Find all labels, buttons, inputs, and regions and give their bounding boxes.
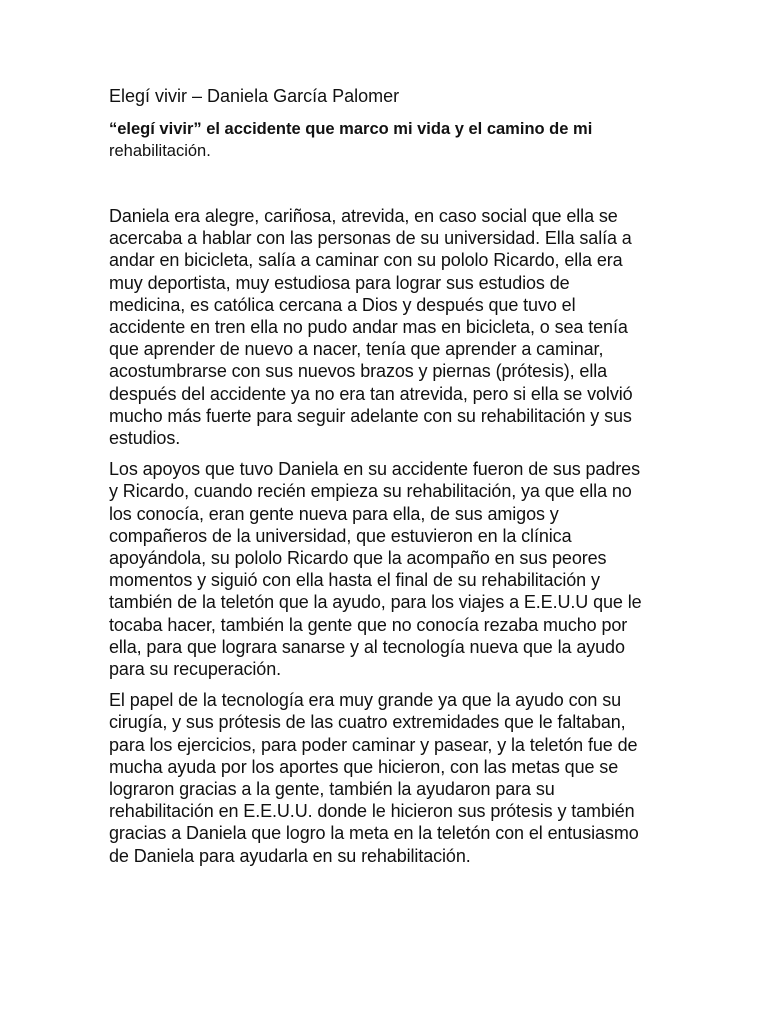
paragraph-line: apoyándola, su pololo Ricardo que la acompaño en sus peores	[109, 548, 607, 569]
paragraph-line: mucha ayuda por los aportes que hicieron, con las metas que se	[109, 756, 619, 777]
paragraph-line: también de la teletón que la ayudo, para los viajes a E.E.U.U que le	[109, 592, 642, 613]
paragraph-line: y Ricardo, cuando recién empieza su rehabilitación, ya que ella no	[109, 481, 632, 502]
paragraph-line: los conocía, eran gente nueva para ella, de sus amigos y	[109, 503, 559, 524]
paragraph-line: de Daniela para ayudarla en su rehabilitación.	[109, 845, 471, 866]
paragraph-line: acostumbrarse con sus nuevos brazos y piernas (prótesis), ella	[109, 361, 608, 382]
paragraph-line: muy deportista, muy estudiosa para lograr sus estudios de	[109, 272, 570, 293]
paragraph-line: para los ejercicios, para poder caminar y pasear, y la teletón fue de	[109, 734, 638, 755]
paragraph-line: rehabilitación en E.E.U.U. donde le hicieron sus prótesis y también	[109, 801, 635, 822]
paragraph-line: Los apoyos que tuvo Daniela en su accidente fueron de sus padres	[109, 459, 640, 480]
subtitle-rest-line: rehabilitación.	[109, 142, 211, 160]
paragraph-line: compañeros de la universidad, que estuvieron en la clínica	[109, 525, 572, 546]
paragraph-line: ella, para que lograra sanarse y al tecnología nueva que la ayudo	[109, 636, 625, 657]
subtitle-bold-line: “elegí vivir” el accidente que marco mi vida y el camino de mi	[109, 120, 593, 138]
paragraph-line: momentos y siguió con ella hasta el final de su rehabilitación y	[109, 570, 600, 591]
paragraph-line: después del accidente ya no era tan atrevida, pero si ella se volvió	[109, 383, 633, 404]
paragraph-line: Daniela era alegre, cariñosa, atrevida, en caso social que ella se	[109, 206, 618, 226]
paragraph-line: para su recuperación.	[109, 659, 282, 680]
paragraph-1	[109, 205, 669, 449]
paragraph-line: medicina, es católica cercana a Dios y después que tuvo el	[109, 294, 576, 315]
paragraph-line: estudios.	[109, 428, 181, 449]
paragraph-line: gracias a Daniela que logro la meta en la teletón con el entusiasmo	[109, 823, 639, 844]
paragraph-line: que aprender de nuevo a nacer, tenía que aprender a caminar,	[109, 339, 604, 360]
document-subtitle	[109, 118, 669, 162]
paragraph-line: lograron gracias a la gente, también la ayudaron para su	[109, 779, 555, 800]
paragraph-line: tocaba hacer, también la gente que no conocía rezaba mucho por	[109, 614, 628, 635]
paragraph-line: accidente en tren ella no pudo andar mas en bicicleta, o sea tenía	[109, 317, 628, 338]
paragraph-2	[109, 458, 669, 680]
paragraph-line: acercaba a hablar con las personas de su universidad. Ella salía a	[109, 228, 632, 249]
document-page	[109, 84, 669, 876]
paragraph-line: cirugía, y sus prótesis de las cuatro extremidades que le faltaban,	[109, 712, 626, 733]
document-title: Elegí vivir – Daniela García Palomer	[109, 86, 400, 106]
paragraph-3	[109, 689, 669, 867]
paragraph-line: andar en bicicleta, salía a caminar con su pololo Ricardo, ella era	[109, 250, 623, 271]
paragraph-line: El papel de la tecnología era muy grande ya que la ayudo con su	[109, 690, 622, 711]
paragraph-line: mucho más fuerte para seguir adelante con su rehabilitación y sus	[109, 405, 632, 426]
